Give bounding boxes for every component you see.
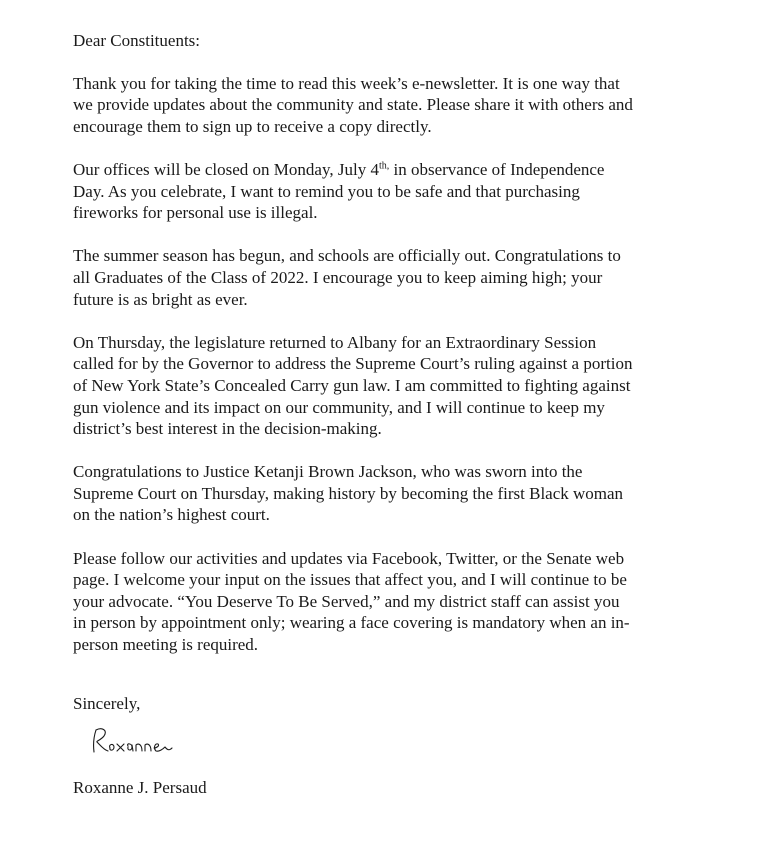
paragraph-line: fireworks for personal use is illegal. (73, 203, 318, 223)
paragraph-justice (73, 461, 713, 526)
ordinal-suffix: th, (378, 160, 390, 172)
paragraph-line: The summer season has begun, and schools are officially out. Congratulations to (73, 246, 621, 266)
letter-body (73, 30, 713, 677)
paragraph-line: all Graduates of the Class of 2022. I encourage you to keep aiming high; your (73, 267, 603, 287)
signer-name: Roxanne J. Persaud (73, 778, 207, 797)
paragraph-line: of New York State’s Concealed Carry gun law. I am committed to fighting against (73, 375, 631, 395)
paragraph-line: on the nation’s highest court. (73, 505, 270, 525)
paragraph-follow-us (73, 548, 713, 656)
paragraph-line: On Thursday, the legislature returned to Albany for an Extraordinary Session (73, 332, 597, 352)
paragraph-line: in person by appointment only; wearing a face covering is mandatory when an in- (73, 613, 630, 633)
paragraph-line: future is as bright as ever. (73, 289, 248, 309)
paragraph-line (73, 159, 713, 181)
paragraph-graduates (73, 245, 713, 310)
paragraph-line: page. I welcome your input on the issues that affect you, and I will continue to be (73, 570, 627, 590)
paragraph-line: encourage them to sign up to receive a copy directly. (73, 116, 432, 136)
signature (88, 724, 178, 760)
paragraph-line: Supreme Court on Thursday, making history by becoming the first Black woman (73, 483, 624, 503)
paragraph-line: district’s best interest in the decision-making. (73, 419, 382, 439)
greeting: Dear Constituents: (73, 31, 201, 50)
paragraph-line: Thank you for taking the time to read this week’s e-newsletter. It is one way that (73, 73, 620, 93)
paragraph-line: we provide updates about the community and state. Please share it with others and (73, 95, 633, 115)
paragraph-independence-day (73, 159, 713, 224)
paragraph-line: Day. As you celebrate, I want to remind you to be safe and that purchasing (73, 181, 580, 201)
paragraph-line: called for by the Governor to address the Supreme Court’s ruling against a portion (73, 354, 633, 374)
paragraph-line: Please follow our activities and updates via Facebook, Twitter, or the Senate web (73, 548, 625, 568)
paragraph-line: person meeting is required. (73, 635, 259, 655)
paragraph-line: gun violence and its impact on our community, and I will continue to keep my (73, 397, 605, 417)
paragraph-newsletter (73, 73, 713, 138)
line-text: Our offices will be closed on Monday, July 4 (73, 159, 379, 179)
paragraph-legislature (73, 332, 713, 440)
closing: Sincerely, (73, 694, 141, 713)
paragraph-line: your advocate. “You Deserve To Be Served,” and my district staff can assist you (73, 591, 620, 611)
paragraph-line: Congratulations to Justice Ketanji Brown Jackson, who was sworn into the (73, 462, 583, 482)
line-text: in observance of Independence (389, 159, 605, 179)
